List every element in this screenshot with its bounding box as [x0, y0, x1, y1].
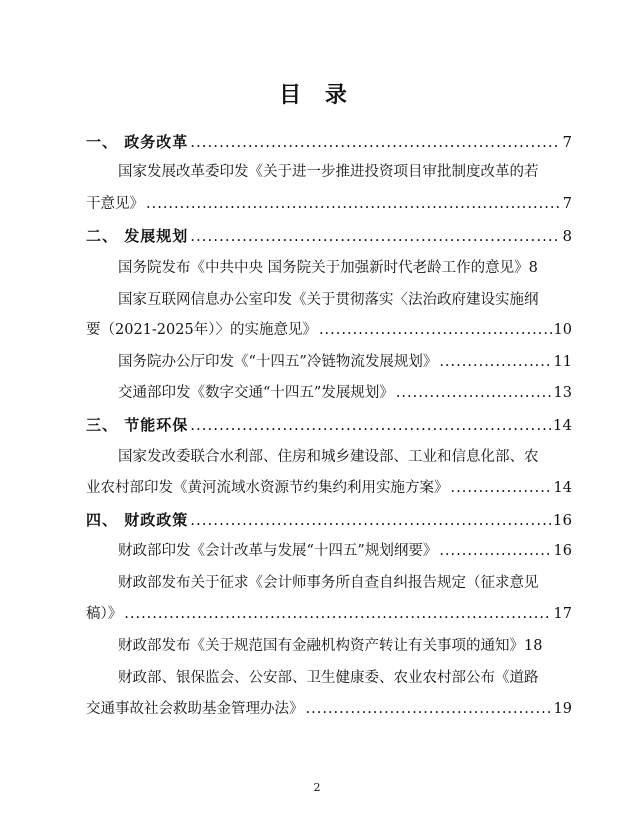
dot-leader: [396, 381, 552, 405]
entry-page: 11: [553, 354, 572, 370]
toc-entry-4-4-line-2[interactable]: [86, 697, 572, 721]
toc-entry-4-2-line-2[interactable]: [86, 602, 572, 626]
entry-text: 要（2021-2025年）〉的实施意见》: [86, 322, 317, 338]
entry-text: 国务院办公厅印发《“十四五”冷链物流发展规划》: [118, 354, 438, 370]
section-page: 8: [562, 227, 572, 245]
section-label: 二、 发展规划: [86, 227, 189, 245]
section-page: 14: [552, 416, 572, 434]
dot-leader: [190, 130, 560, 154]
entry-page: 19: [553, 701, 572, 717]
entry-text: 财政部印发《会计改革与发展“十四五”规划纲要》: [118, 543, 438, 559]
section-page: 7: [562, 133, 572, 151]
dot-leader: [439, 350, 551, 374]
dot-leader: [319, 318, 552, 342]
entry-page: 8: [528, 260, 538, 276]
entry-text: 交通事故社会救助基金管理办法》: [86, 701, 304, 717]
entry-text: 财政部发布关于征求《会计师事务所自查自纠报告规定（征求意见: [118, 575, 539, 591]
toc-entry-1-1-line-1[interactable]: [118, 160, 572, 184]
dot-leader: [451, 476, 552, 500]
entry-text: 国务院发布《中共中央 国务院关于加强新时代老龄工作的意见》: [118, 260, 529, 276]
entry-text: 国家发展改革委印发《关于进一步推进投资项目审批制度改革的若: [118, 164, 539, 180]
entry-page: 18: [524, 638, 543, 654]
entry-page: 7: [562, 196, 572, 212]
toc-entry-2-1[interactable]: [118, 256, 572, 280]
entry-page: 13: [553, 385, 572, 401]
toc-entry-3-1-line-2[interactable]: [86, 476, 572, 500]
dot-leader: [190, 508, 551, 532]
toc-entry-4-3[interactable]: [118, 634, 572, 658]
entry-text: 交通部印发《数字交通“十四五”发展规划》: [118, 385, 394, 401]
dot-leader: [439, 539, 551, 563]
toc-entry-1-1-line-2[interactable]: [86, 192, 572, 216]
entry-text: 业农村部印发《黄河流域水资源节约集约利用实施方案》: [86, 480, 449, 496]
toc-entry-2-2-line-1[interactable]: [118, 288, 572, 312]
toc-entry-2-3[interactable]: [118, 350, 572, 374]
section-label: 一、 政务改革: [86, 133, 189, 151]
entry-text: 财政部发布《关于规范国有金融机构资产转让有关事项的通知》: [118, 638, 524, 654]
entry-page: 14: [553, 480, 572, 496]
toc-entry-4-2-line-1[interactable]: [118, 571, 572, 595]
entry-text: 国家发改委联合水利部、住房和城乡建设部、工业和信息化部、农: [118, 449, 539, 465]
toc-entry-4-4-line-1[interactable]: [118, 666, 572, 690]
page-number: 2: [313, 781, 321, 794]
dot-leader: [190, 413, 551, 437]
entry-text: 干意见》: [86, 196, 144, 212]
dot-leader: [306, 697, 552, 721]
entry-text: 国家互联网信息办公室印发《关于贯彻落实〈法治政府建设实施纲: [118, 292, 539, 308]
toc-section-1[interactable]: [86, 130, 572, 154]
dot-leader: [124, 602, 551, 626]
entry-page: 10: [553, 322, 572, 338]
toc-entry-4-1[interactable]: [118, 539, 572, 563]
toc-section-2[interactable]: [86, 224, 572, 248]
entry-page: 16: [553, 543, 572, 559]
toc-entry-2-4[interactable]: [118, 381, 572, 405]
entry-text: 财政部、银保监会、公安部、卫生健康委、农业农村部公布《道路: [118, 670, 539, 686]
section-label: 四、 财政政策: [86, 511, 189, 529]
entry-text: 稿）》: [86, 606, 123, 622]
dot-leader: [146, 192, 561, 216]
page-title: 目 录: [279, 83, 355, 108]
toc-section-3[interactable]: [86, 413, 572, 437]
dot-leader: [190, 224, 560, 248]
entry-page: 17: [553, 606, 572, 622]
toc-entry-2-2-line-2[interactable]: [86, 318, 572, 342]
toc-entry-3-1-line-1[interactable]: [118, 445, 572, 469]
section-label: 三、 节能环保: [86, 416, 189, 434]
toc-section-4[interactable]: [86, 508, 572, 532]
section-page: 16: [552, 511, 572, 529]
